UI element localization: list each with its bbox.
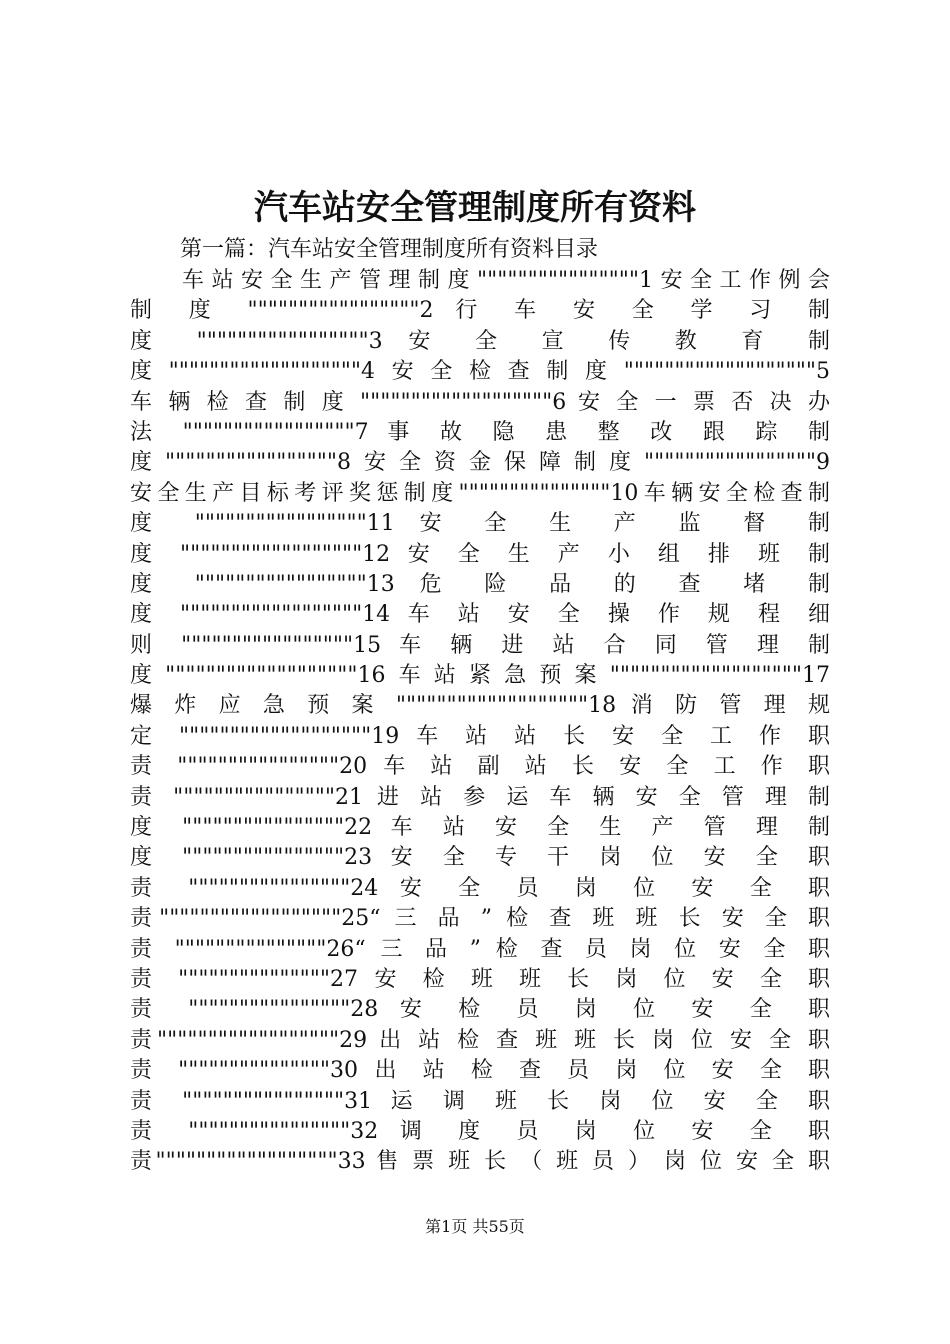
body-line: 度 """""""""""""""""11 安 全 生 产 监 督 制: [130, 511, 830, 537]
body-line: 制 度 """""""""""""""""2 行 车 安 全 学 习 制: [130, 298, 830, 324]
body-line: 责""""""""""""""""""29 出 站 检 查 班 班 长 岗 位 安 全 职: [130, 1027, 830, 1053]
body-line: 责 """""""""""""""26“ 三 品 ” 检 查 员 岗 位 安 全 职: [130, 936, 830, 962]
body-line: 度 """"""""""""""""23 安 全 专 干 岗 位 安 全 职: [130, 845, 830, 871]
body-line: 责""""""""""""""""""25“ 三 品 ” 检 查 班 班 长 安 全 职: [130, 906, 830, 932]
body-line: 度"""""""""""""""""8安全资金保障制度"""""""""""""""""9: [130, 450, 830, 476]
body-line: 爆 炸 应 急 预 案 """""""""""""""""""18 消 防 管 理 规: [130, 693, 830, 719]
body-line: 责 """""""""""""""27 安 检 班 班 长 岗 位 安 全 职: [130, 966, 830, 992]
body-line: 度"""""""""""""""""""4安全检查制度"""""""""""""""""""5: [130, 359, 830, 385]
document-subtitle: 第一篇：汽车站安全管理制度所有资料目录: [180, 237, 599, 262]
body-line: 责 """"""""""""""""21 进 站 参 运 车 辆 安 全 管 理 制: [130, 784, 830, 810]
body-line: 定 """""""""""""""""""19 车 站 站 长 安 全 工 作 职: [130, 723, 830, 749]
body-line: 安全生产目标考评奖惩制度"""""""""""""""10车辆安全检查制: [130, 480, 830, 506]
document-title: 汽车站安全管理制度所有资料: [254, 188, 696, 228]
body-line: 车 辆 检 查 制 度 """""""""""""""""""6 安 全 一 票 否 决 办: [130, 389, 830, 415]
body-line: 度 """"""""""""""""""12 安 全 生 产 小 组 排 班 制: [130, 541, 830, 567]
body-line: 度 """""""""""""""""3 安 全 宣 传 教 育 制: [130, 328, 830, 354]
body-line: 责""""""""""""""""""33 售 票 班 长 （ 班 员 ） 岗 位 安 全 职: [130, 1149, 830, 1175]
body-line: 度 """""""""""""""""13 危 险 品 的 查 堵 制: [130, 571, 830, 597]
body-line: 则 """""""""""""""""15 车 辆 进 站 合 同 管 理 制: [130, 632, 830, 658]
document-body: [130, 266, 830, 1178]
body-line: 责 """"""""""""""""32 调 度 员 岗 位 安 全 职: [130, 1118, 830, 1144]
body-line: 车站安全生产管理制度""""""""""""""""1安全工作例会: [182, 268, 830, 293]
body-line: 度 """"""""""""""""""14 车 站 安 全 操 作 规 程 细: [130, 602, 830, 628]
body-line: 责 """"""""""""""""24 安 全 员 岗 位 安 全 职: [130, 875, 830, 901]
body-line: 责 """""""""""""""30 出 站 检 查 员 岗 位 安 全 职: [130, 1058, 830, 1084]
body-line: 度 """"""""""""""""22 车 站 安 全 生 产 管 理 制: [130, 815, 830, 841]
body-line: 责 """"""""""""""""20 车 站 副 站 长 安 全 工 作 职: [130, 754, 830, 780]
page-footer: 第1页 共55页: [425, 1217, 525, 1236]
body-line: 责 """"""""""""""""31 运 调 班 长 岗 位 安 全 职: [130, 1088, 830, 1114]
body-line: 度"""""""""""""""""""16车站紧急预案"""""""""""""""""""17: [130, 663, 830, 689]
body-line: 法 """""""""""""""""7 事 故 隐 患 整 改 跟 踪 制: [130, 419, 830, 445]
body-line: 责 """"""""""""""""28 安 检 员 岗 位 安 全 职: [130, 997, 830, 1023]
